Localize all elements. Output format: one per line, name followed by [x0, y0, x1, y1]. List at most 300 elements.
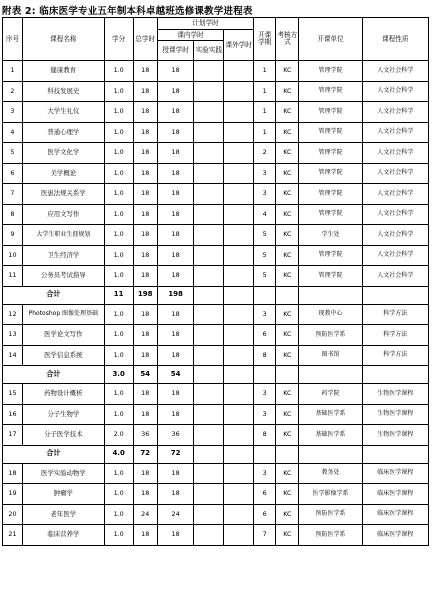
table-row: [3, 122, 429, 143]
lab-hours-cell: [194, 484, 224, 505]
assessment-cell: KC: [276, 184, 299, 205]
total-hours-cell: 36: [133, 425, 157, 446]
table-row: [3, 504, 429, 525]
lecture-hours-cell: 18: [157, 143, 194, 164]
assessment-cell: KC: [276, 504, 299, 525]
lecture-hours-cell: 18: [157, 81, 194, 102]
department-cell: 管理学院: [299, 122, 362, 143]
subtotal-lecture-hours: 54: [157, 366, 194, 384]
semester-cell: 1: [254, 61, 276, 82]
subtotal-lab-hours: [194, 286, 224, 304]
lab-hours-cell: [194, 225, 224, 246]
row-seq-cell: 14: [3, 345, 23, 366]
semester-cell: 1: [254, 81, 276, 102]
total-hours-cell: 18: [133, 345, 157, 366]
table-row: [3, 143, 429, 164]
subtotal-label: 合计: [3, 286, 105, 304]
lab-hours-cell: [194, 463, 224, 484]
lab-hours-cell: [194, 81, 224, 102]
total-hours-cell: 18: [133, 266, 157, 287]
header-in-class-hours: 课内学时: [157, 30, 223, 41]
subtotal-row: [3, 366, 429, 384]
total-hours-cell: 18: [133, 61, 157, 82]
credit-cell: 1.0: [104, 484, 133, 505]
row-seq-cell: 8: [3, 204, 23, 225]
extra-hours-cell: [224, 266, 254, 287]
credit-cell: 1.0: [104, 122, 133, 143]
total-hours-cell: 18: [133, 304, 157, 325]
assessment-cell: KC: [276, 163, 299, 184]
assessment-cell: KC: [276, 143, 299, 164]
header-lecture-hours: 授课学时: [157, 41, 194, 61]
total-hours-cell: 18: [133, 325, 157, 346]
lab-hours-cell: [194, 325, 224, 346]
subtotal-lab-hours: [194, 366, 224, 384]
credit-cell: 1.0: [104, 163, 133, 184]
course-nature-cell: 临床医学课程: [362, 504, 428, 525]
credit-cell: 1.0: [104, 143, 133, 164]
course-nature-cell: 生物医学课程: [362, 425, 428, 446]
row-seq-cell: 20: [3, 504, 23, 525]
course-name-cell: 卫生经济学: [22, 245, 104, 266]
row-seq-cell: 1: [3, 61, 23, 82]
row-seq-cell: 11: [3, 266, 23, 287]
row-seq-cell: 19: [3, 484, 23, 505]
extra-hours-cell: [224, 325, 254, 346]
semester-cell: 4: [254, 204, 276, 225]
semester-cell: 3: [254, 384, 276, 405]
course-name-cell: 大学生职业生涯规划: [22, 225, 104, 246]
subtotal-semester: [254, 286, 276, 304]
course-name-cell: 普通心理学: [22, 122, 104, 143]
subtotal-label: 合计: [3, 445, 105, 463]
course-name-cell: 科技发展史: [22, 81, 104, 102]
total-hours-cell: 18: [133, 463, 157, 484]
table-row: [3, 384, 429, 405]
total-hours-cell: 18: [133, 122, 157, 143]
page-title: 附表 2: 临床医学专业五年制本科卓越班选修课教学进程表: [2, 6, 253, 15]
credit-cell: 1.0: [104, 245, 133, 266]
assessment-cell: KC: [276, 204, 299, 225]
extra-hours-cell: [224, 425, 254, 446]
table-row: [3, 463, 429, 484]
table-row: [3, 81, 429, 102]
semester-cell: 3: [254, 163, 276, 184]
lecture-hours-cell: 18: [157, 266, 194, 287]
assessment-cell: KC: [276, 225, 299, 246]
department-cell: 基础医学系: [299, 404, 362, 425]
lecture-hours-cell: 18: [157, 163, 194, 184]
lecture-hours-cell: 18: [157, 325, 194, 346]
subtotal-nature: [362, 445, 428, 463]
department-cell: 管理学院: [299, 266, 362, 287]
lecture-hours-cell: 18: [157, 122, 194, 143]
credit-cell: 1.0: [104, 102, 133, 123]
semester-cell: 1: [254, 122, 276, 143]
course-nature-cell: 临床医学课程: [362, 484, 428, 505]
credit-cell: 2.0: [104, 425, 133, 446]
department-cell: 管理学院: [299, 102, 362, 123]
lecture-hours-cell: 18: [157, 61, 194, 82]
table-row: [3, 304, 429, 325]
lab-hours-cell: [194, 266, 224, 287]
subtotal-row: [3, 286, 429, 304]
course-nature-cell: 科学方法: [362, 325, 428, 346]
subtotal-credit: 4.0: [104, 445, 133, 463]
table-row: [3, 225, 429, 246]
table-row: [3, 61, 429, 82]
semester-cell: 3: [254, 404, 276, 425]
extra-hours-cell: [224, 122, 254, 143]
course-name-cell: 临床营养学: [22, 525, 104, 546]
course-name-cell: 分子医学技术: [22, 425, 104, 446]
course-name-cell: 肿瘤学: [22, 484, 104, 505]
course-name-cell: 医学实验动物学: [22, 463, 104, 484]
total-hours-cell: 18: [133, 143, 157, 164]
lab-hours-cell: [194, 245, 224, 266]
course-name-cell: 大学生礼仪: [22, 102, 104, 123]
total-hours-cell: 18: [133, 245, 157, 266]
row-seq-cell: 6: [3, 163, 23, 184]
course-nature-cell: 人文社会科学: [362, 81, 428, 102]
credit-cell: 1.0: [104, 266, 133, 287]
total-hours-cell: 18: [133, 484, 157, 505]
extra-hours-cell: [224, 484, 254, 505]
course-name-cell: Photoshop 图像处理基础: [22, 304, 104, 325]
course-name-cell: 老年医学: [22, 504, 104, 525]
lab-hours-cell: [194, 525, 224, 546]
course-name-cell: 医学文化学: [22, 143, 104, 164]
table-row: [3, 245, 429, 266]
lecture-hours-cell: 24: [157, 504, 194, 525]
table-body: [3, 61, 429, 546]
lab-hours-cell: [194, 122, 224, 143]
lecture-hours-cell: 36: [157, 425, 194, 446]
credit-cell: 1.0: [104, 81, 133, 102]
header-credit: 学分: [104, 18, 133, 61]
assessment-cell: KC: [276, 484, 299, 505]
subtotal-credit: 3.0: [104, 366, 133, 384]
course-name-cell: 医学信息系统: [22, 345, 104, 366]
lab-hours-cell: [194, 304, 224, 325]
row-seq-cell: 3: [3, 102, 23, 123]
semester-cell: 7: [254, 525, 276, 546]
extra-hours-cell: [224, 81, 254, 102]
assessment-cell: KC: [276, 463, 299, 484]
department-cell: 管理学院: [299, 163, 362, 184]
lab-hours-cell: [194, 61, 224, 82]
header-semester: 开课学期: [254, 18, 276, 61]
table-row: [3, 425, 429, 446]
total-hours-cell: 18: [133, 102, 157, 123]
assessment-cell: KC: [276, 404, 299, 425]
subtotal-extra-hours: [224, 366, 254, 384]
row-seq-cell: 7: [3, 184, 23, 205]
department-cell: 管理学院: [299, 204, 362, 225]
header-planned-hours: 计划学时: [157, 18, 253, 30]
row-seq-cell: 10: [3, 245, 23, 266]
course-nature-cell: 科学方法: [362, 304, 428, 325]
assessment-cell: KC: [276, 384, 299, 405]
extra-hours-cell: [224, 463, 254, 484]
extra-hours-cell: [224, 525, 254, 546]
subtotal-lecture-hours: 72: [157, 445, 194, 463]
table-row: [3, 325, 429, 346]
lab-hours-cell: [194, 425, 224, 446]
table-row: [3, 525, 429, 546]
course-nature-cell: 生物医学课程: [362, 404, 428, 425]
subtotal-semester: [254, 445, 276, 463]
subtotal-total-hours: 54: [133, 366, 157, 384]
header-course-nature: 课程性质: [362, 18, 428, 61]
lecture-hours-cell: 18: [157, 404, 194, 425]
course-nature-cell: 科学方法: [362, 345, 428, 366]
course-name-cell: 公务员考试指导: [22, 266, 104, 287]
course-nature-cell: 临床医学课程: [362, 463, 428, 484]
credit-cell: 1.0: [104, 304, 133, 325]
department-cell: 基础医学系: [299, 425, 362, 446]
extra-hours-cell: [224, 204, 254, 225]
subtotal-lab-hours: [194, 445, 224, 463]
extra-hours-cell: [224, 384, 254, 405]
credit-cell: 1.0: [104, 204, 133, 225]
subtotal-department: [299, 366, 362, 384]
assessment-cell: KC: [276, 81, 299, 102]
department-cell: 预防医学系: [299, 325, 362, 346]
lab-hours-cell: [194, 204, 224, 225]
header-department: 开课单位: [299, 18, 362, 61]
total-hours-cell: 18: [133, 525, 157, 546]
subtotal-lecture-hours: 198: [157, 286, 194, 304]
total-hours-cell: 18: [133, 384, 157, 405]
credit-cell: 1.0: [104, 61, 133, 82]
assessment-cell: KC: [276, 345, 299, 366]
assessment-cell: KC: [276, 266, 299, 287]
department-cell: 管理学院: [299, 81, 362, 102]
course-name-cell: 医患法规关系学: [22, 184, 104, 205]
course-nature-cell: 临床医学课程: [362, 525, 428, 546]
lab-hours-cell: [194, 184, 224, 205]
header-course-name: 课程名称: [22, 18, 104, 61]
lab-hours-cell: [194, 504, 224, 525]
extra-hours-cell: [224, 163, 254, 184]
department-cell: 管理学院: [299, 143, 362, 164]
row-seq-cell: 12: [3, 304, 23, 325]
credit-cell: 1.0: [104, 463, 133, 484]
semester-cell: 6: [254, 325, 276, 346]
assessment-cell: KC: [276, 304, 299, 325]
subtotal-label: 合计: [3, 366, 105, 384]
extra-hours-cell: [224, 504, 254, 525]
credit-cell: 1.0: [104, 525, 133, 546]
semester-cell: 6: [254, 504, 276, 525]
row-seq-cell: 9: [3, 225, 23, 246]
subtotal-nature: [362, 366, 428, 384]
department-cell: 管理学院: [299, 245, 362, 266]
table-row: [3, 184, 429, 205]
elective-schedule-table: [2, 17, 429, 546]
course-nature-cell: 人文社会科学: [362, 143, 428, 164]
credit-cell: 1.0: [104, 225, 133, 246]
department-cell: 图书馆: [299, 345, 362, 366]
lecture-hours-cell: 18: [157, 184, 194, 205]
row-seq-cell: 2: [3, 81, 23, 102]
department-cell: 医学影像学系: [299, 484, 362, 505]
lecture-hours-cell: 18: [157, 463, 194, 484]
header-lab-hours: 实验实践: [194, 41, 224, 61]
course-nature-cell: 人文社会科学: [362, 225, 428, 246]
total-hours-cell: 18: [133, 404, 157, 425]
extra-hours-cell: [224, 61, 254, 82]
assessment-cell: KC: [276, 425, 299, 446]
assessment-cell: KC: [276, 245, 299, 266]
lab-hours-cell: [194, 143, 224, 164]
table-row: [3, 204, 429, 225]
course-name-cell: 健康教育: [22, 61, 104, 82]
assessment-cell: KC: [276, 61, 299, 82]
semester-cell: 5: [254, 225, 276, 246]
extra-hours-cell: [224, 184, 254, 205]
lecture-hours-cell: 18: [157, 225, 194, 246]
department-cell: 药学院: [299, 384, 362, 405]
total-hours-cell: 18: [133, 204, 157, 225]
extra-hours-cell: [224, 225, 254, 246]
subtotal-semester: [254, 366, 276, 384]
assessment-cell: KC: [276, 102, 299, 123]
course-name-cell: 医学论文写作: [22, 325, 104, 346]
extra-hours-cell: [224, 102, 254, 123]
course-name-cell: 分子生物学: [22, 404, 104, 425]
course-nature-cell: 人文社会科学: [362, 61, 428, 82]
credit-cell: 1.0: [104, 325, 133, 346]
course-nature-cell: 人文社会科学: [362, 266, 428, 287]
course-nature-cell: 人文社会科学: [362, 204, 428, 225]
subtotal-total-hours: 72: [133, 445, 157, 463]
lecture-hours-cell: 18: [157, 204, 194, 225]
lecture-hours-cell: 18: [157, 484, 194, 505]
course-nature-cell: 人文社会科学: [362, 163, 428, 184]
extra-hours-cell: [224, 304, 254, 325]
course-nature-cell: 人文社会科学: [362, 102, 428, 123]
row-seq-cell: 13: [3, 325, 23, 346]
header-assessment: 考核方式: [276, 18, 299, 61]
assessment-cell: KC: [276, 325, 299, 346]
course-name-cell: 药物设计概析: [22, 384, 104, 405]
assessment-cell: KC: [276, 525, 299, 546]
row-seq-cell: 4: [3, 122, 23, 143]
extra-hours-cell: [224, 143, 254, 164]
header-extra-hours: 课外学时: [224, 30, 254, 61]
semester-cell: 1: [254, 102, 276, 123]
semester-cell: 3: [254, 304, 276, 325]
department-cell: 预防医学系: [299, 504, 362, 525]
semester-cell: 8: [254, 345, 276, 366]
subtotal-assessment: [276, 366, 299, 384]
course-nature-cell: 人文社会科学: [362, 245, 428, 266]
table-row: [3, 484, 429, 505]
department-cell: 学生处: [299, 225, 362, 246]
lecture-hours-cell: 18: [157, 245, 194, 266]
row-seq-cell: 5: [3, 143, 23, 164]
subtotal-extra-hours: [224, 445, 254, 463]
credit-cell: 1.0: [104, 384, 133, 405]
extra-hours-cell: [224, 245, 254, 266]
table-row: [3, 345, 429, 366]
lab-hours-cell: [194, 384, 224, 405]
course-nature-cell: 人文社会科学: [362, 122, 428, 143]
lecture-hours-cell: 18: [157, 304, 194, 325]
lecture-hours-cell: 18: [157, 525, 194, 546]
total-hours-cell: 18: [133, 184, 157, 205]
subtotal-extra-hours: [224, 286, 254, 304]
lab-hours-cell: [194, 102, 224, 123]
lab-hours-cell: [194, 163, 224, 184]
semester-cell: 5: [254, 266, 276, 287]
table-row: [3, 163, 429, 184]
course-name-cell: 美学概论: [22, 163, 104, 184]
subtotal-assessment: [276, 445, 299, 463]
course-name-cell: 应用文写作: [22, 204, 104, 225]
row-seq-cell: 18: [3, 463, 23, 484]
table-row: [3, 102, 429, 123]
total-hours-cell: 18: [133, 81, 157, 102]
credit-cell: 1.0: [104, 404, 133, 425]
semester-cell: 6: [254, 484, 276, 505]
subtotal-department: [299, 445, 362, 463]
table-row: [3, 404, 429, 425]
subtotal-department: [299, 286, 362, 304]
extra-hours-cell: [224, 345, 254, 366]
department-cell: 教务处: [299, 463, 362, 484]
lecture-hours-cell: 18: [157, 384, 194, 405]
credit-cell: 1.0: [104, 504, 133, 525]
semester-cell: 2: [254, 143, 276, 164]
row-seq-cell: 15: [3, 384, 23, 405]
header-total-hours: 总学时: [133, 18, 157, 61]
credit-cell: 1.0: [104, 345, 133, 366]
lab-hours-cell: [194, 345, 224, 366]
course-nature-cell: 人文社会科学: [362, 184, 428, 205]
row-seq-cell: 17: [3, 425, 23, 446]
subtotal-row: [3, 445, 429, 463]
subtotal-nature: [362, 286, 428, 304]
table-row: [3, 266, 429, 287]
lab-hours-cell: [194, 404, 224, 425]
row-seq-cell: 16: [3, 404, 23, 425]
department-cell: 现教中心: [299, 304, 362, 325]
assessment-cell: KC: [276, 122, 299, 143]
extra-hours-cell: [224, 404, 254, 425]
semester-cell: 3: [254, 184, 276, 205]
credit-cell: 1.0: [104, 184, 133, 205]
course-nature-cell: 生物医学课程: [362, 384, 428, 405]
semester-cell: 3: [254, 463, 276, 484]
department-cell: 预防医学系: [299, 525, 362, 546]
subtotal-total-hours: 198: [133, 286, 157, 304]
lecture-hours-cell: 18: [157, 102, 194, 123]
header-seq: 序号: [3, 18, 23, 61]
semester-cell: 5: [254, 245, 276, 266]
semester-cell: 8: [254, 425, 276, 446]
lecture-hours-cell: 18: [157, 345, 194, 366]
total-hours-cell: 18: [133, 225, 157, 246]
department-cell: 管理学院: [299, 184, 362, 205]
total-hours-cell: 24: [133, 504, 157, 525]
total-hours-cell: 18: [133, 163, 157, 184]
row-seq-cell: 21: [3, 525, 23, 546]
subtotal-credit: 11: [104, 286, 133, 304]
department-cell: 管理学院: [299, 61, 362, 82]
